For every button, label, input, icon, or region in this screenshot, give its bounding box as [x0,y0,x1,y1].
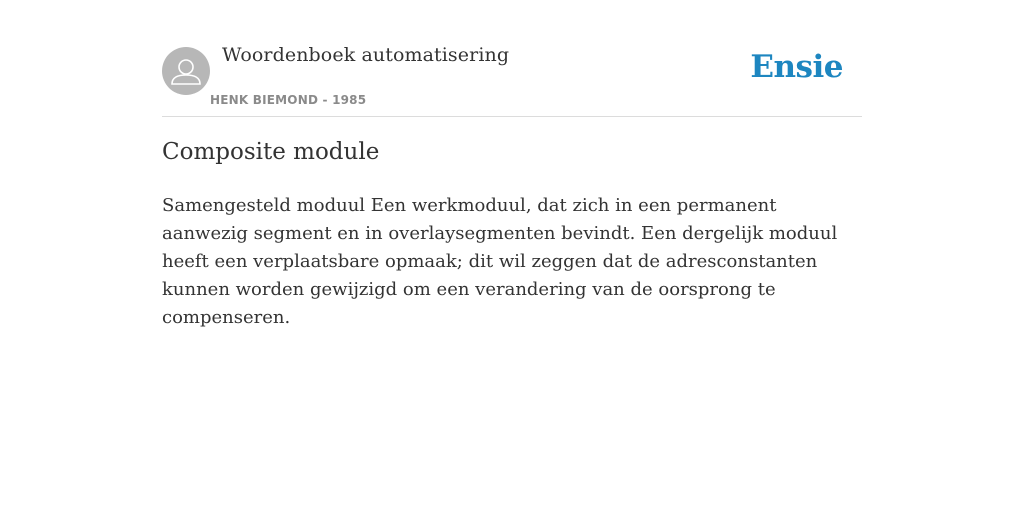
header [162,0,862,117]
book-title-link[interactable]: Woordenboek automatisering [222,44,510,66]
author-avatar[interactable] [162,47,210,95]
entry-title: Composite module [162,139,380,165]
publication-year: 1985 [332,93,367,107]
ensie-logo[interactable]: Ensie [750,49,843,85]
user-avatar-icon [162,47,210,95]
author-name[interactable]: HENK BIEMOND [210,93,319,107]
author-year-separator: - [318,93,333,107]
entry-definition: Samengesteld moduul Een werkmoduul, dat zich in een permanent aanwezig segment en in overlaysegmenten bevindt. Een dergelijk moduul heeft een verplaatsbare opmaak; dit wil zeggen dat de adresconstanten kunnen worden gewijzigd om een verandering van de oorsprong te compenseren. [162,195,838,328]
author-info [210,93,366,107]
